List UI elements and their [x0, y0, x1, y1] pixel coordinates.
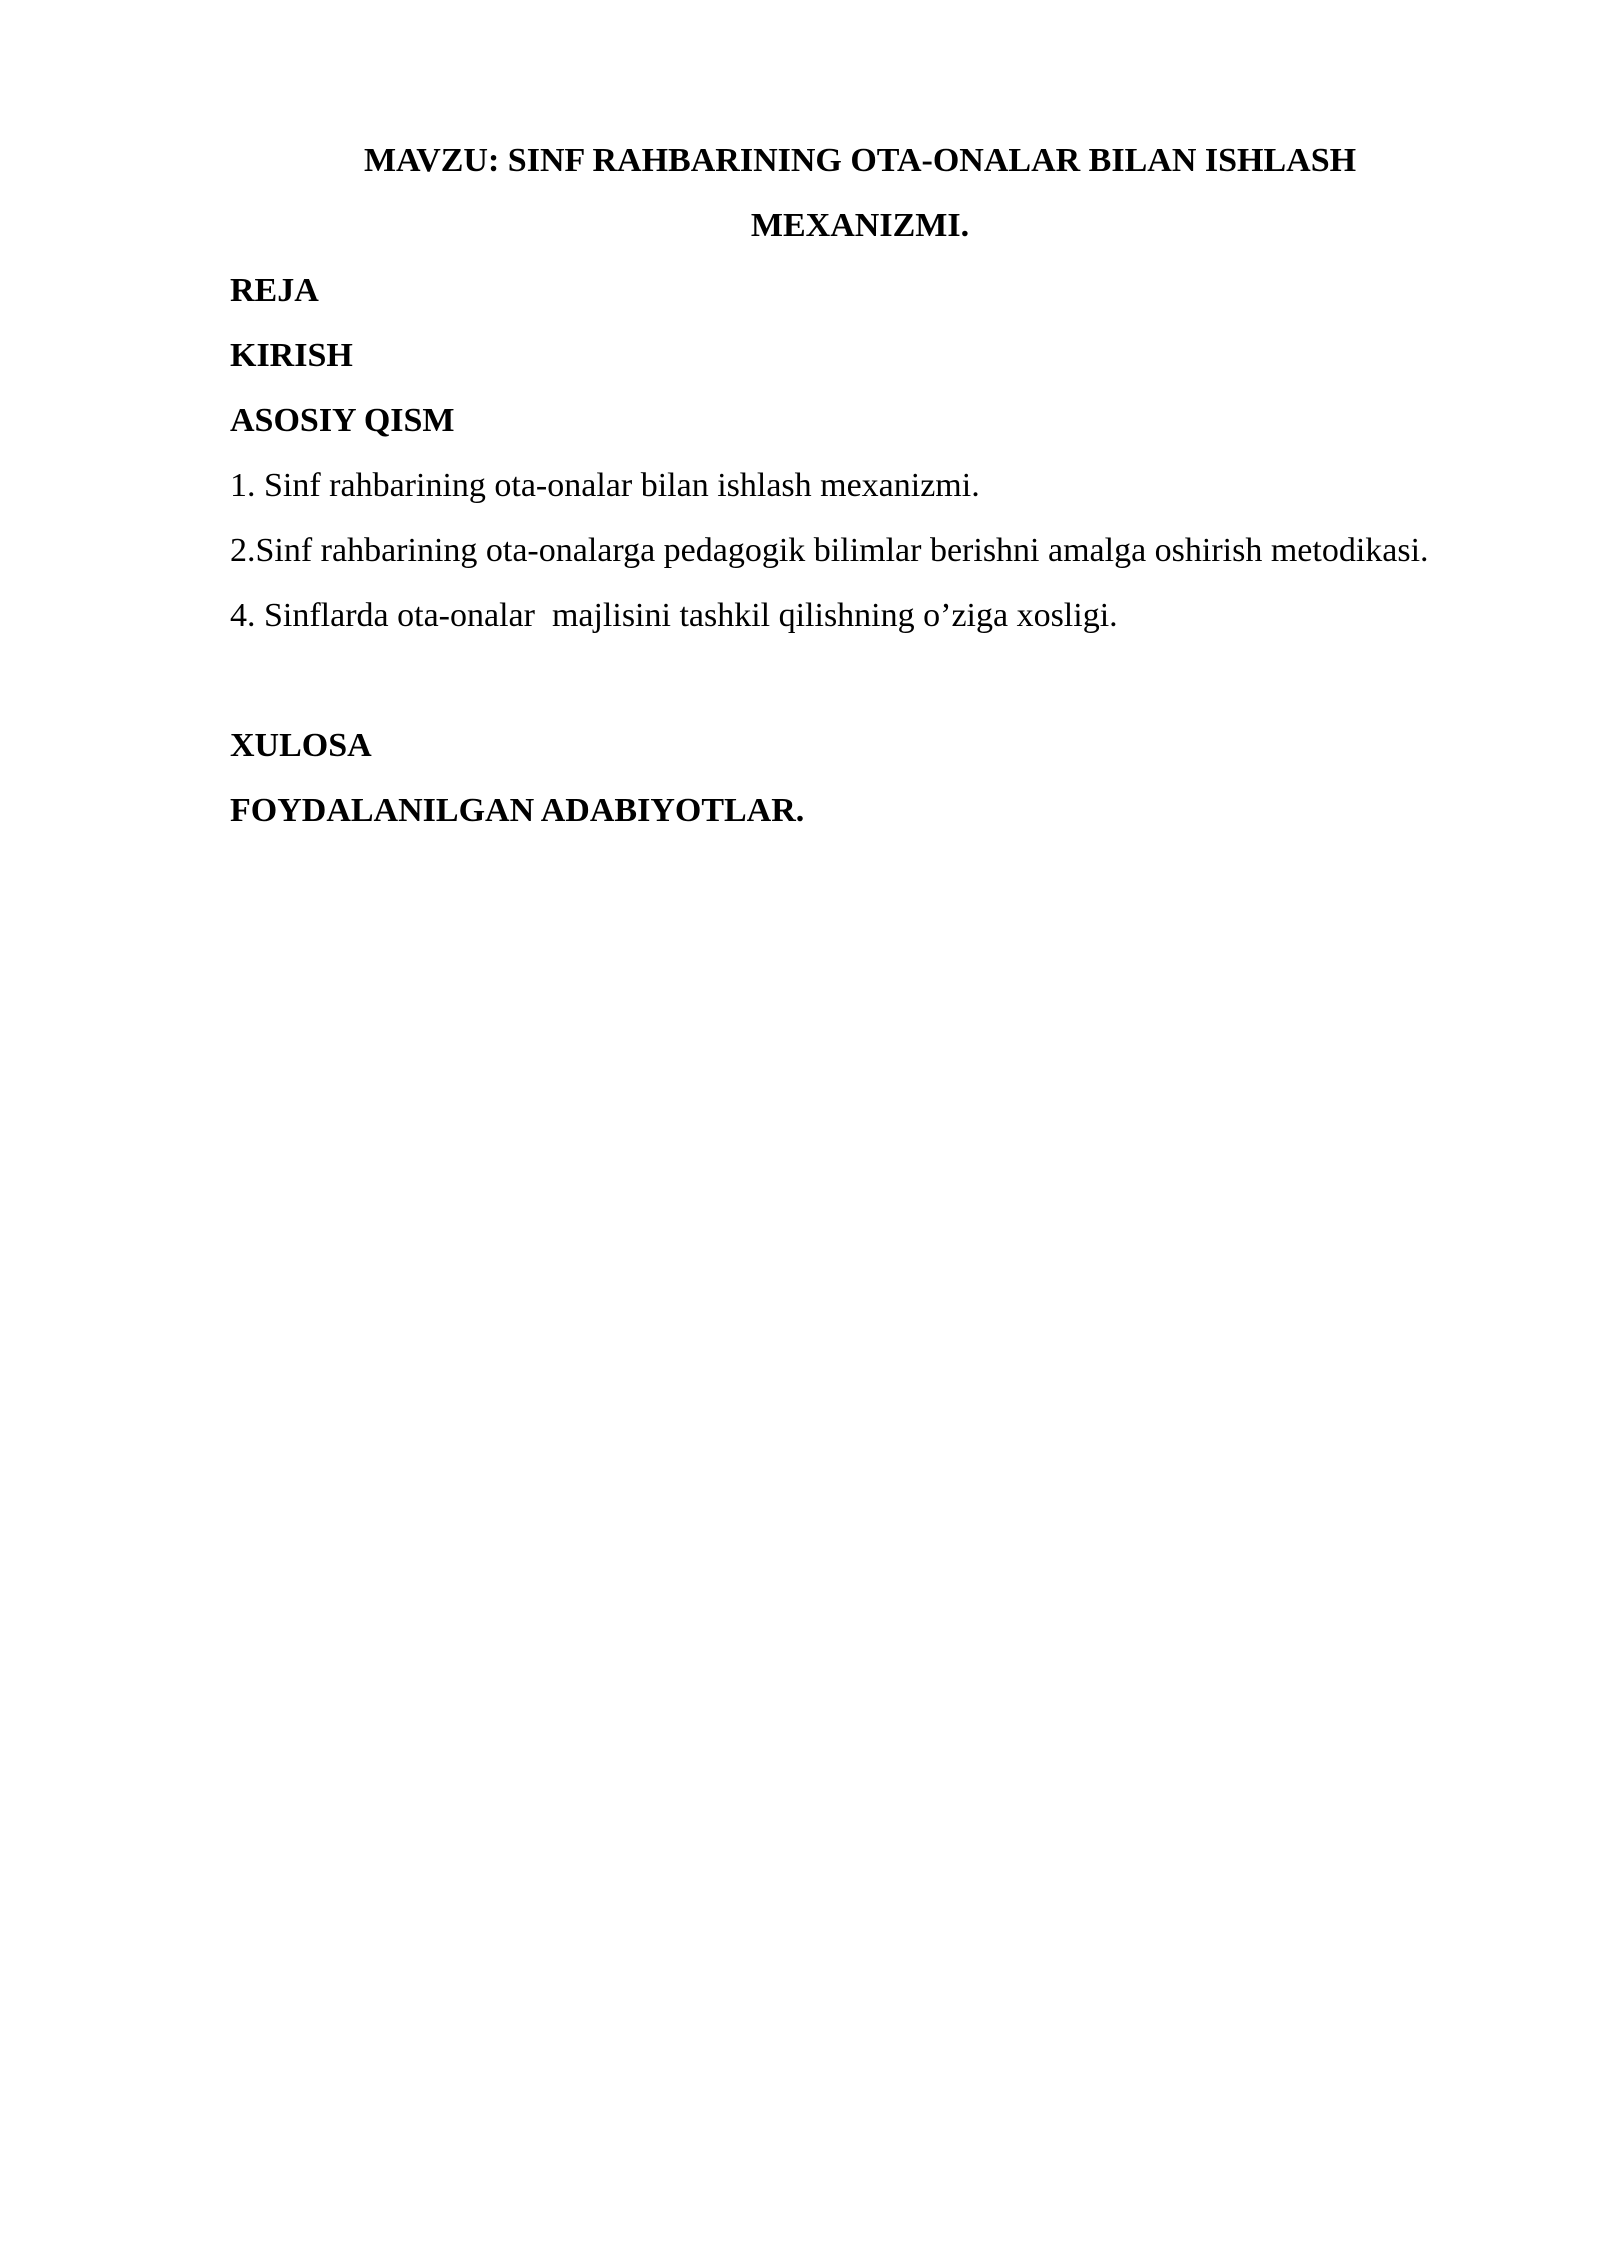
- references-heading: FOYDALANILGAN ADABIYOTLAR.: [230, 792, 805, 829]
- plan-heading: REJA: [230, 272, 319, 309]
- plan-item-2: 2.Sinf rahbarining ota-onalarga pedagogik bilimlar berishni amalga oshirish metodikasi.: [230, 532, 1429, 569]
- document-content: [230, 128, 1490, 843]
- blank-line: [230, 648, 1490, 713]
- plan-item-1: 1. Sinf rahbarining ota-onalar bilan ishlash mexanizmi.: [230, 467, 980, 504]
- plan-item-4: 4. Sinflarda ota-onalar majlisini tashkil qilishning o’ziga xosligi.: [230, 597, 1118, 634]
- document-title-line-1: MAVZU: SINF RAHBARINING OTA-ONALAR BILAN ISHLASH: [363, 142, 1357, 179]
- intro-heading: KIRISH: [230, 337, 353, 374]
- document-title-line-2: MEXANIZMI.: [750, 207, 970, 244]
- main-part-heading: ASOSIY QISM: [230, 402, 455, 439]
- conclusion-heading: XULOSA: [230, 727, 372, 764]
